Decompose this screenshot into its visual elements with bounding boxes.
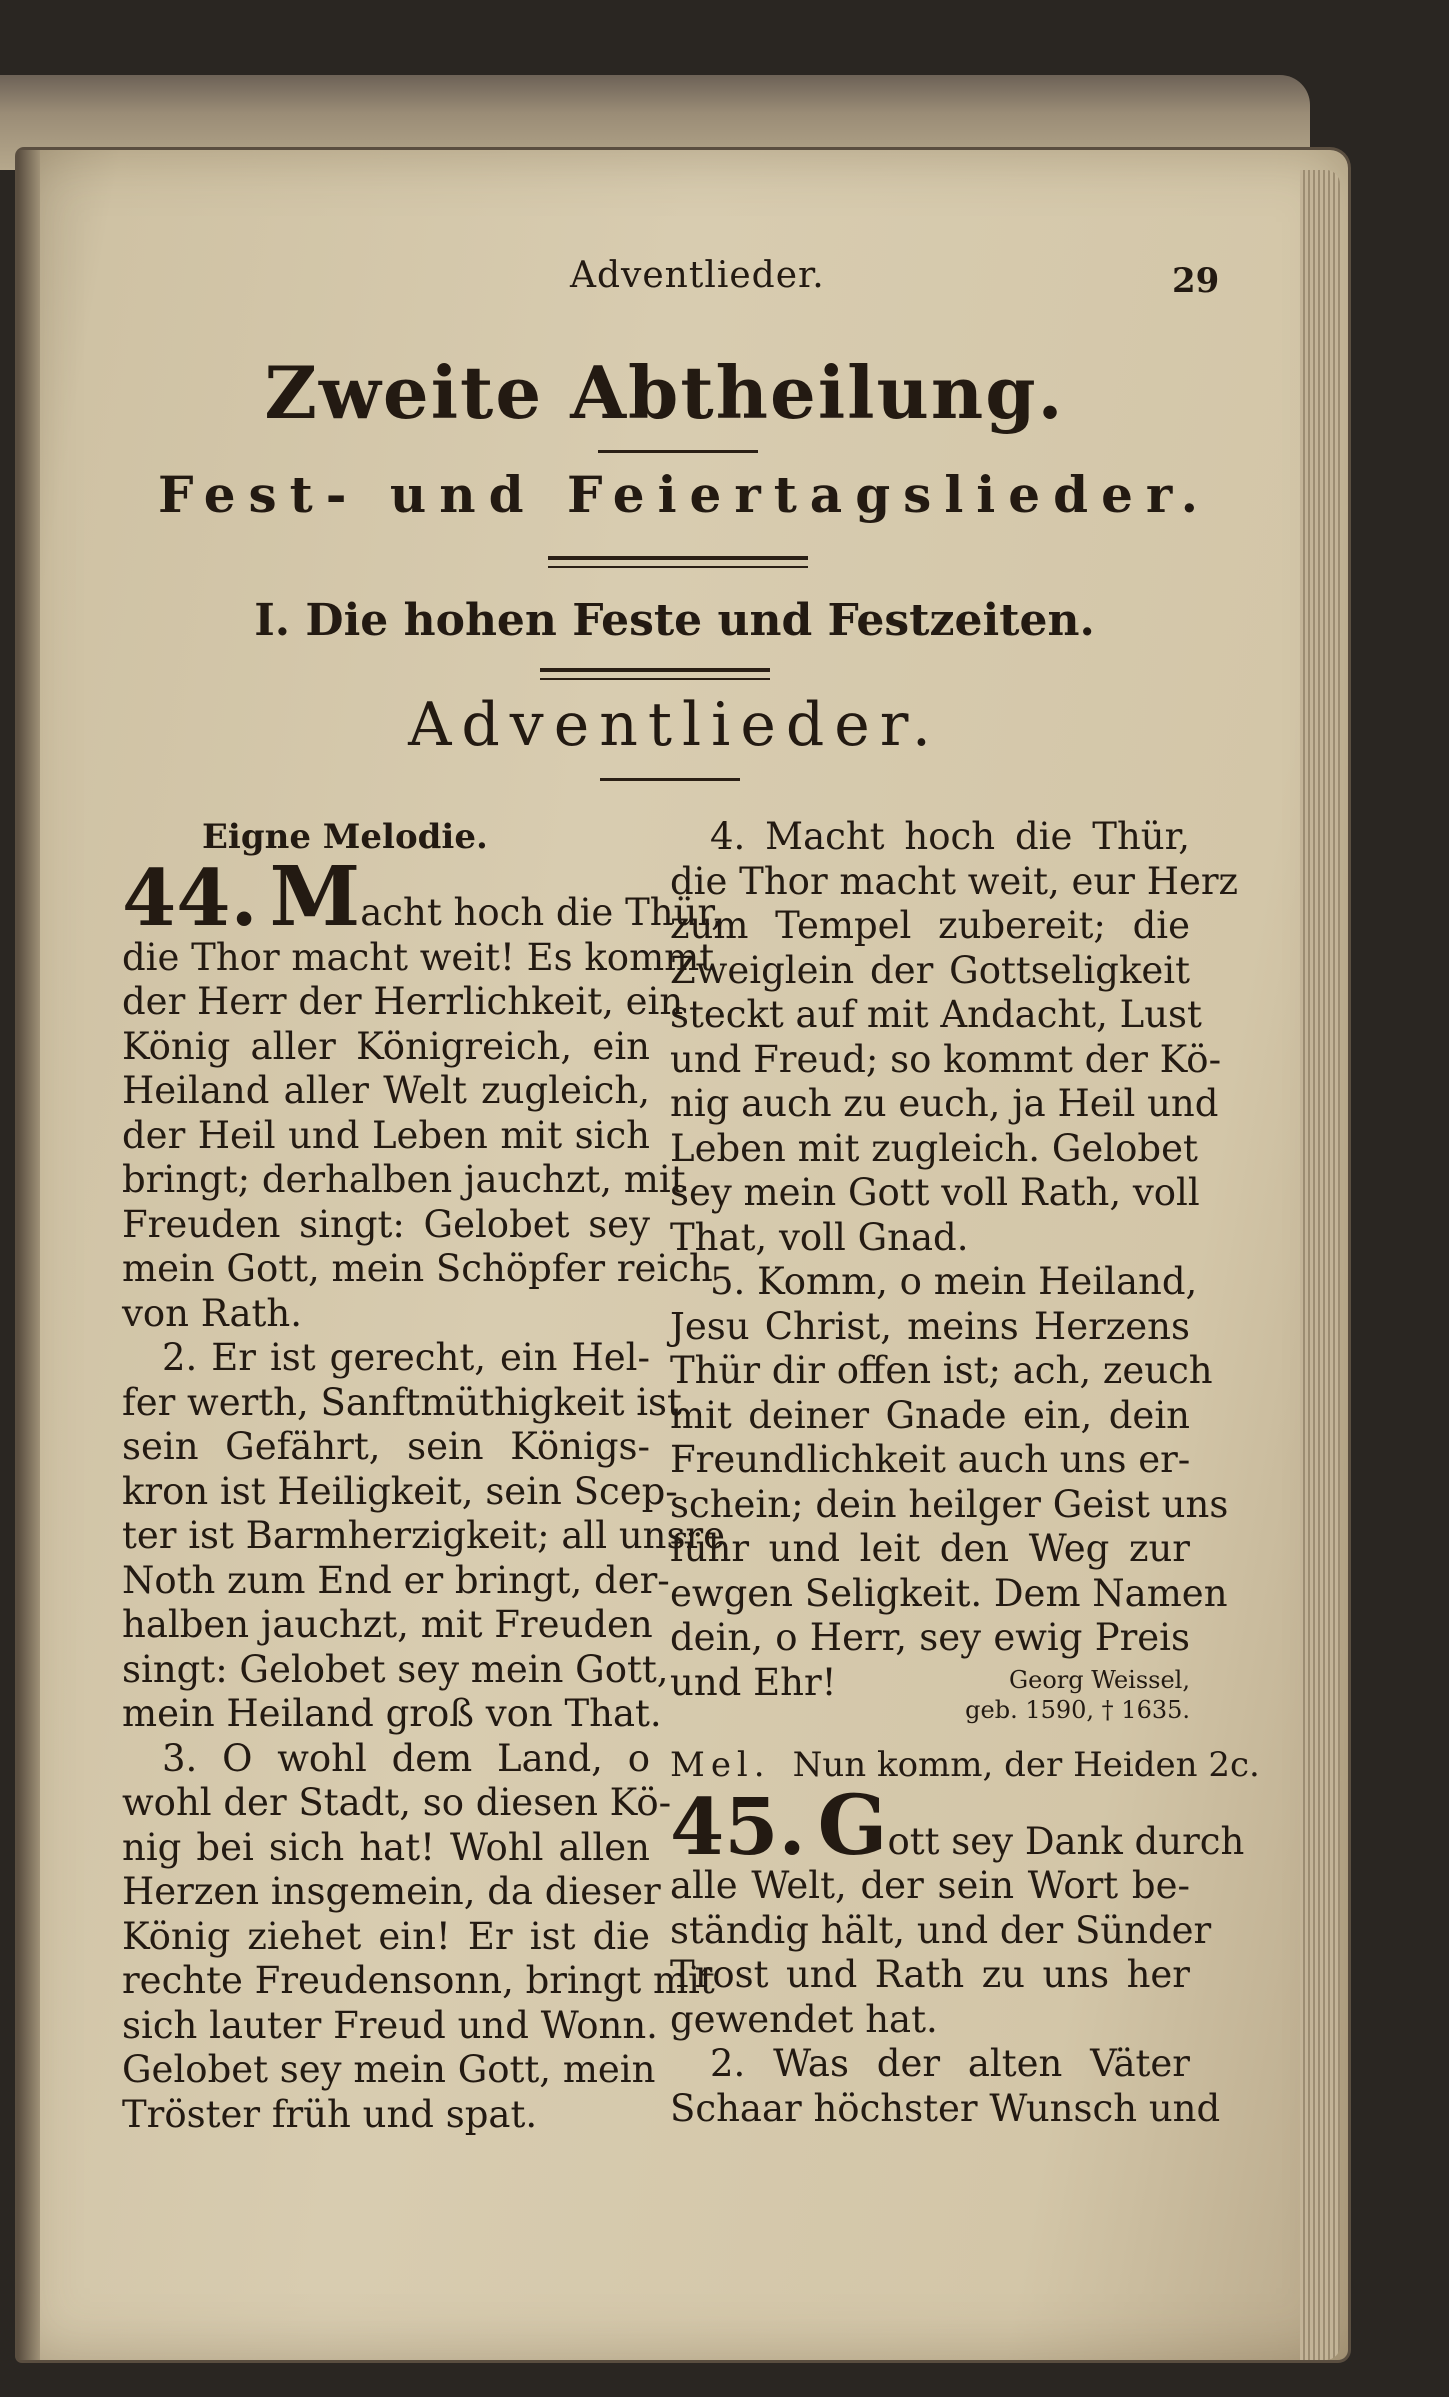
text-line: That, voll Gnad. — [670, 1215, 969, 1259]
text-line: nig bei sich hat! Wohl allen — [122, 1825, 650, 1869]
text-line: der Heil und Leben mit sich — [122, 1113, 650, 1157]
melody-label: Mel. — [670, 1745, 771, 1785]
text-line: 4. Macht hoch die Thür, — [710, 815, 1190, 858]
rule-1 — [598, 450, 758, 453]
double-rule-1b — [548, 566, 808, 568]
text-line: Gelobet sey mein Gott, mein — [122, 2048, 656, 2091]
text-line: 2. Er ist gerecht, ein Hel- — [162, 1336, 650, 1379]
text-line: Thür dir offen ist; ach, zeuch — [670, 1349, 1213, 1392]
hymn-44-verse-2 — [122, 1336, 726, 1737]
melody-text: Nun komm, der Heiden 2c. — [792, 1745, 1260, 1785]
text-line: mein Gott, mein Schöpfer reich — [122, 1247, 713, 1290]
text-line: gewendet hat. — [670, 1997, 938, 2041]
text-line: 5. Komm, o mein Heiland, — [710, 1260, 1198, 1303]
hymn-45-verse-2 — [670, 2042, 1221, 2131]
text-line: Jesu Christ, meins Herzens — [670, 1304, 1190, 1348]
text-line: Heiland aller Welt zugleich, — [122, 1069, 650, 1112]
text-line: mit deiner Gnade ein, dein — [670, 1393, 1190, 1437]
text-line: Trost und Rath zu uns her — [670, 1953, 1190, 1996]
text-line: wohl der Stadt, so diesen Kö- — [122, 1781, 672, 1824]
text-line: ewgen Seligkeit. Dem Namen — [670, 1571, 1228, 1615]
text-line: 2. Was der alten Väter — [710, 2042, 1190, 2085]
text-line: singt: Gelobet sey mein Gott, — [122, 1647, 669, 1691]
text-line: zum Tempel zubereit; die — [670, 904, 1190, 947]
double-rule-2b — [540, 678, 770, 680]
page-number: 29 — [1172, 261, 1220, 301]
text-line: und Freud; so kommt der Kö- — [670, 1037, 1222, 1081]
text-line: ständig hält, und der Sünder — [670, 1908, 1212, 1952]
text-line: mein Heiland groß von That. — [122, 1692, 662, 1735]
rule-2 — [600, 778, 740, 781]
text-line: dein, o Herr, sey ewig Preis — [670, 1616, 1190, 1659]
first-line-text: ott sey Dank durch — [887, 1819, 1245, 1863]
text-line: die Thor macht weit! Es kommt — [122, 935, 715, 979]
subsection-title: I. Die hohen Feste und Festzeiten. — [254, 595, 1095, 646]
page-header — [0, 255, 1449, 315]
double-rule-2a — [540, 668, 770, 672]
first-line-text: acht hoch die Thür, — [360, 891, 723, 934]
group-title: Adventlieder. — [408, 690, 941, 760]
text-line: schein; dein heilger Geist uns — [670, 1482, 1229, 1526]
text-line: steckt auf mit Andacht, Lust — [670, 993, 1202, 1036]
text-line: Leben mit zugleich. Gelobet — [670, 1126, 1198, 1170]
text-line: Zweiglein der Gottseligkeit — [670, 948, 1190, 992]
text-line: sey mein Gott voll Rath, voll — [670, 1171, 1200, 1214]
text-line: bringt; derhalben jauchzt, mit — [122, 1158, 686, 1201]
text-line: König aller Königreich, ein — [122, 1024, 650, 1068]
hymn-45-first-line — [670, 1777, 1245, 1874]
running-head: Adventlieder. — [570, 255, 825, 296]
text-line: Freundlichkeit auch uns er- — [670, 1438, 1191, 1481]
text-line: Schaar höchster Wunsch und — [670, 2086, 1221, 2130]
text-line: die Thor macht weit, eur Herz — [670, 859, 1239, 903]
hymn-44-verse-4 — [670, 815, 1239, 1260]
text-line: von Rath. — [122, 1291, 302, 1335]
section-title: Fest- und Feiertagslieder. — [157, 465, 1212, 524]
part-title: Zweite Abtheilung. — [264, 350, 1065, 435]
text-line: fer werth, Sanftmüthigkeit ist — [122, 1380, 682, 1424]
dropcap: M — [269, 849, 361, 945]
text-line: 3. O wohl dem Land, o — [162, 1736, 650, 1780]
hymn-44-verse-5 — [670, 1260, 1229, 1705]
text-line: nig auch zu euch, ja Heil und — [670, 1082, 1219, 1125]
text-line: alle Welt, der sein Wort be- — [670, 1864, 1190, 1907]
text-line: kron ist Heiligkeit, sein Scep- — [122, 1469, 678, 1513]
dropcap: G — [817, 1777, 888, 1874]
text-line: ter ist Barmherzigkeit; all unsre — [122, 1514, 726, 1557]
text-line: sein Gefährt, sein Königs- — [122, 1425, 650, 1468]
author-name: Georg Weissel, — [1008, 1666, 1190, 1694]
hymn-45-verse-1 — [670, 1864, 1212, 2042]
text-line: und Ehr! — [670, 1660, 837, 1704]
text-line: König ziehet ein! Er ist die — [122, 1914, 650, 1958]
right-column — [670, 815, 1260, 2131]
melody-note: Eigne Melodie. — [202, 817, 488, 857]
text-line: der Herr der Herrlichkeit, ein — [122, 980, 684, 1023]
double-rule-1a — [548, 556, 808, 560]
hymn-number: 44. — [122, 853, 258, 944]
text-line: Noth zum End er bringt, der- — [122, 1558, 670, 1602]
text-line: Herzen insgemein, da dieser — [122, 1870, 661, 1913]
hymn-44-verse-3 — [122, 1736, 715, 2138]
text-line: rechte Freudensonn, bringt mit — [122, 1959, 715, 2002]
hymn-44-first-line — [122, 849, 723, 945]
text-line: Tröster früh und spat. — [122, 2092, 538, 2136]
left-column — [122, 815, 726, 2137]
hymn-44-verse-1 — [122, 935, 715, 1337]
text-line: Freuden singt: Gelobet sey — [122, 1202, 650, 1246]
text-line: sich lauter Freud und Wonn. — [122, 2003, 658, 2047]
text-line: führ und leit den Weg zur — [670, 1527, 1190, 1570]
text-line: halben jauchzt, mit Freuden — [122, 1603, 653, 1646]
hymn-number: 45. — [670, 1781, 806, 1873]
author-dates: geb. 1590, † 1635. — [965, 1696, 1190, 1724]
